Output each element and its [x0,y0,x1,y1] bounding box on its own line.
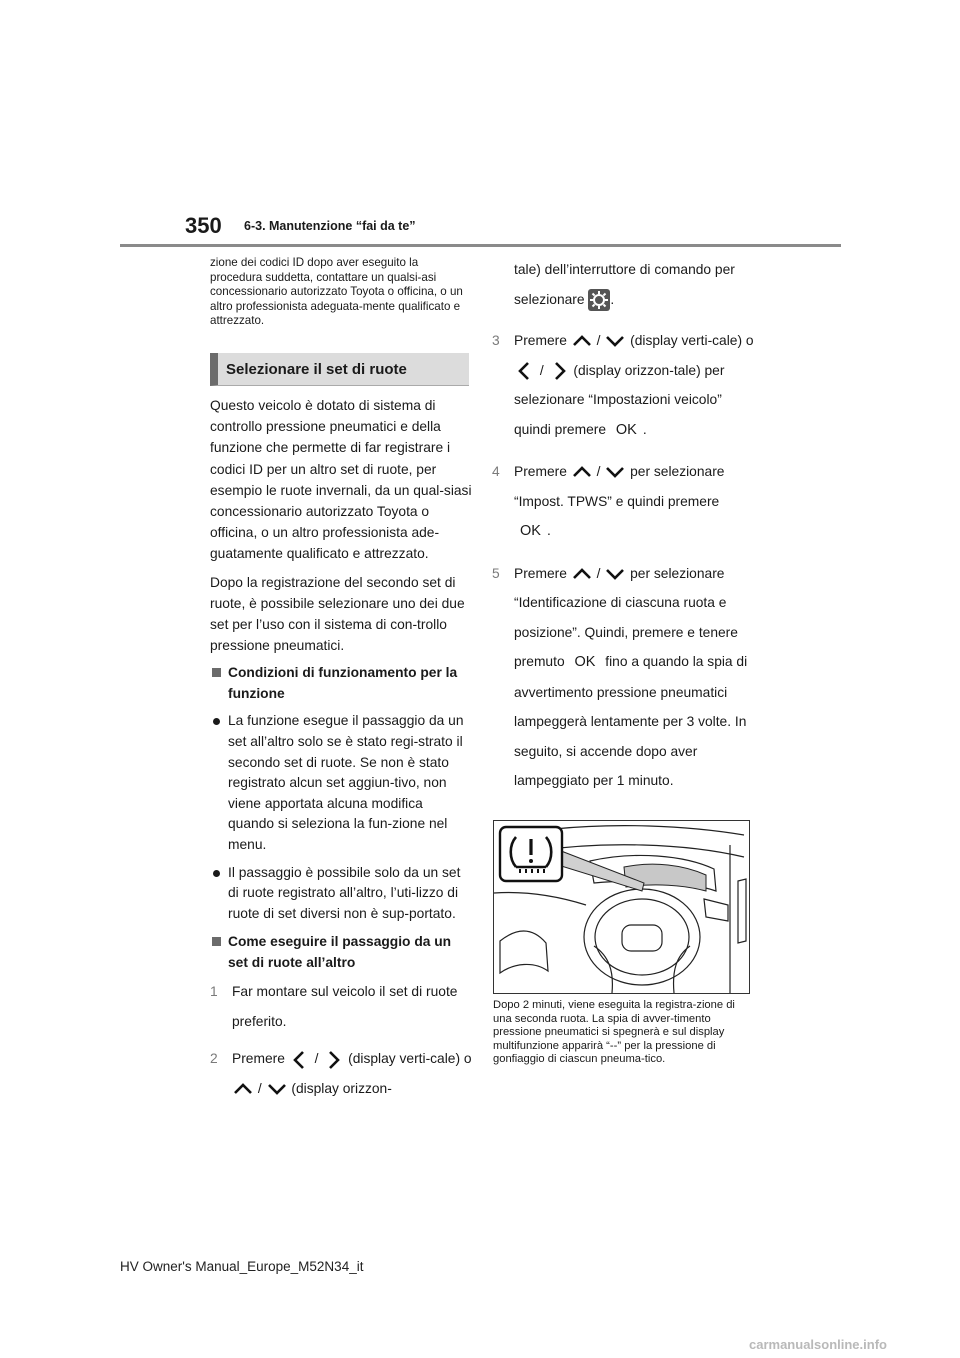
step-2-text-a: Premere [232,1051,285,1067]
step-2-text-c: (display orizzon- [291,1080,392,1096]
bullet-dot-icon [213,870,220,877]
step-5-text-c: fino a quando la spia di avvertimento pressione pneumatici lampeggerà lentamente per 3 volte. In seguito, si accende dopo aver lampeggiato per 1 minuto. [514,654,748,788]
bullet-item-1-text: La funzione esegue il passaggio da un set all’altro solo se è stato regi-strato il secondo set di ruote. Se non è stato registrato alcun set aggiun-tivo, non viene apportata alcuna modifica quando si seleziona la fun-zione nel menu. [228,713,464,852]
paragraph-1: Questo veicolo è dotato di sistema di controllo pressione pneumatici e della funzione che permette di far registrare i codici ID per un altro set di ruote, per esempio le ruote invernali, da un qual-siasi concessionario autorizzato Toyota o officina, o un altro professionista ade-guatamente qualificato e attrezzato. [210,398,472,562]
chevron-down-icon [266,1078,288,1100]
ok-button-glyph: OK [574,654,596,670]
step-3-text-b: (display verti-cale) o [630,333,754,348]
step-4-text-b: per selezionare “Impost. TPWS” e quindi premere [514,464,725,509]
left-body [210,395,472,1103]
step-2-text-b: (display verti-cale) o [348,1051,472,1067]
step-number: 3 [492,333,500,348]
step-2 [210,1044,472,1103]
page-number: 350 [185,213,222,238]
paragraph-2: Dopo la registrazione del secondo set di ruote, è possibile selezionare uno dei due set per l’uso con il sistema di con-trollo pressione pneumatici. [210,574,465,654]
left-column [210,255,472,329]
chevron-down-icon [604,563,626,585]
dashboard-drawing [494,821,749,993]
chevron-right-icon [322,1049,344,1071]
slash-separator: / [596,333,601,348]
section-heading-text: Selezionare il set di ruote [226,361,407,378]
period: . [642,421,647,437]
bullet-item-2 [210,863,472,925]
chevron-left-icon [514,360,536,382]
slash-separator: / [539,362,544,378]
step-2-continued-text: tale) dell’interruttore di comando per selezionare [514,262,735,307]
subheading-how-to [210,932,472,973]
tpms-warning-icon [500,827,562,881]
step-1-text: Far montare sul veicolo il set di ruote preferito. [232,984,458,1029]
chevron-down-icon [604,330,626,352]
slash-separator: / [596,464,601,479]
chevron-left-icon [289,1049,311,1071]
header-rule [120,244,841,247]
step-number: 5 [492,565,500,581]
ok-button-glyph: OK [615,421,637,438]
step-5-text-a: Premere [514,565,567,581]
square-bullet-icon [212,937,221,946]
bullet-dot-icon [213,718,220,725]
footer: HV Owner's Manual_Europe_M52N34_it [120,1259,364,1274]
figure-caption: Dopo 2 minuti, viene eseguita la registra-zione di una seconda ruota. La spia di avver-timento pressione pneumatici si spegnerà e sul display multifunzione apparirà “--” per la pressione di gonfiaggio di ciascun pneuma-tico. [493,999,735,1066]
step-number: 2 [210,1051,218,1067]
step-4-text-a: Premere [514,464,567,479]
step-5 [492,559,754,796]
step-number: 4 [492,464,500,479]
chevron-up-icon [571,563,593,585]
section-heading [210,353,469,386]
square-bullet-icon [212,668,221,677]
slash-separator: / [596,565,601,581]
step-3 [492,326,754,445]
subheading-how-to-text: Come eseguire il passaggio da un set di ruote all’altro [228,934,452,970]
right-column [492,255,754,796]
slash-separator: / [257,1080,262,1096]
step-2-continued [492,255,754,314]
step-3-text-a: Premere [514,333,567,348]
bullet-item-1 [210,711,472,855]
subheading-conditions [210,663,472,704]
chevron-up-icon [571,461,593,483]
intro-note: zione dei codici ID dopo aver eseguito la procedura suddetta, contattare un qualsi-asi concessionario autorizzato Toyota o officina, o un altro professionista adeguata-mente qualificato e attrezzato. [210,256,463,328]
bullet-item-2-text: Il passaggio è possibile solo da un set di ruote registrato all’altro, l’uti-lizzo di ruote di set diversi non è sup-portato. [228,864,461,921]
step-number: 1 [210,984,218,1000]
ok-button-glyph: OK [520,523,541,539]
chevron-right-icon [548,360,570,382]
chevron-up-icon [232,1078,254,1100]
step-5-text-b: per selezionare “Identificazione di ciascuna ruota e posizione”. Quindi, premere e tenere premuto [514,565,738,669]
chevron-up-icon [571,330,593,352]
settings-gear-icon [588,289,610,311]
period: . [610,291,615,307]
step-1 [210,977,472,1036]
chevron-down-icon [604,461,626,483]
subheading-conditions-text: Condizioni di funzionamento per la funzione [228,665,458,701]
section-title: 6-3. Manutenzione “fai da te” [244,219,416,233]
step-4 [492,457,754,547]
slash-separator: / [314,1051,319,1067]
period: . [546,523,551,538]
step-3-text-c: (display orizzon-tale) per selezionare “Impostazioni veicolo” quindi premere [514,362,725,437]
dashboard-illustration [493,820,750,994]
watermark: carmanualsonline.info [749,1337,887,1352]
